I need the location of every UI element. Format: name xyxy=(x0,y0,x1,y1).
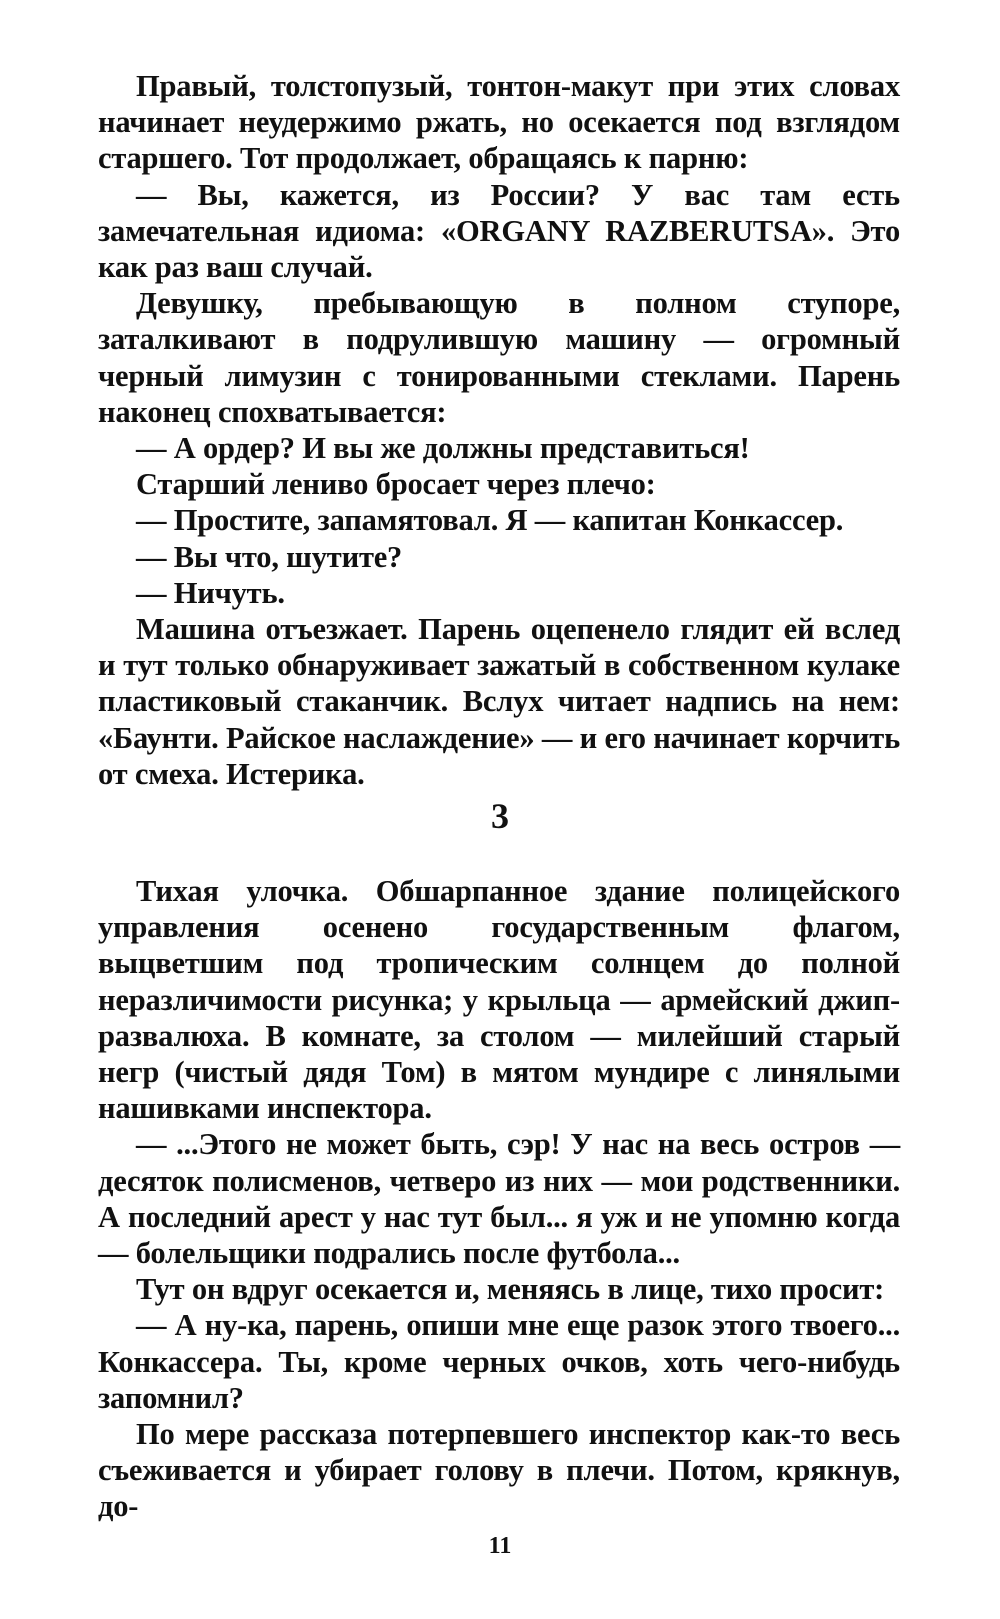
paragraph: — Вы что, шутите? xyxy=(136,539,403,574)
paragraph: — ...Этого не может быть, сэр! У нас на весь остров — десяток полисменов, четверо из них — мои родственники. А последний арест у нас тут был... я уж и не упомню когда — болельщики подрались после футбола... xyxy=(98,1127,900,1271)
paragraph: Машина отъезжает. Парень оцепенело глядит ей вслед и тут только обнаруживает зажатый в собственном кулаке пластиковый стаканчик. Вслух читает надпись на нем: «Баунти. Райское наслаждение» — и его начинает корчить от смеха. Истерика. xyxy=(98,612,900,791)
text-block-before-chapter xyxy=(98,68,900,792)
paragraph: — А ну-ка, парень, опиши мне еще разок этого твоего... Конкассера. Ты, кроме черных очков, хоть чего-нибудь запомнил? xyxy=(98,1308,900,1415)
paragraph: Тихая улочка. Обшарпанное здание полицейского управления осенено государственным флагом, выцветшим под тропическим солнцем до полной неразличимости рисунка; у крыльца — армейский джип-развалюха. В комнате, за столом — милейший старый негр (чистый дядя Том) в мятом мундире с линялыми нашивками инспектора. xyxy=(98,874,900,1126)
paragraph: По мере рассказа потерпевшего инспектор как-то весь съеживается и убирает голову в плечи. Потом, крякнув, до- xyxy=(98,1417,900,1524)
paragraph: — А ордер? И вы же должны представиться! xyxy=(136,431,750,466)
page-number: 11 xyxy=(488,1533,512,1559)
chapter-number: 3 xyxy=(491,796,509,836)
paragraph: Старший лениво бросает через плечо: xyxy=(136,467,656,502)
text-block-after-chapter xyxy=(98,873,900,1525)
paragraph: Правый, толстопузый, тонтон-макут при этих словах начинает неудержимо ржать, но осекается под взглядом старшего. Тот продолжает, обращаясь к парню: xyxy=(98,69,900,176)
paragraph: Девушку, пребывающую в полном ступоре, заталкивают в подрулившую машину — огромный черный лимузин с тонированными стеклами. Парень наконец спохватывается: xyxy=(98,286,900,429)
paragraph: — Вы, кажется, из России? У вас там есть замечательная идиома: «ORGANY RAZBERUTSA». Это как раз ваш случай. xyxy=(98,177,900,285)
paragraph: — Простите, запамятовал. Я — капитан Конкассер. xyxy=(136,503,844,538)
paragraph: Тут он вдруг осекается и, меняясь в лице, тихо просит: xyxy=(136,1272,885,1307)
paragraph: — Ничуть. xyxy=(136,575,285,610)
